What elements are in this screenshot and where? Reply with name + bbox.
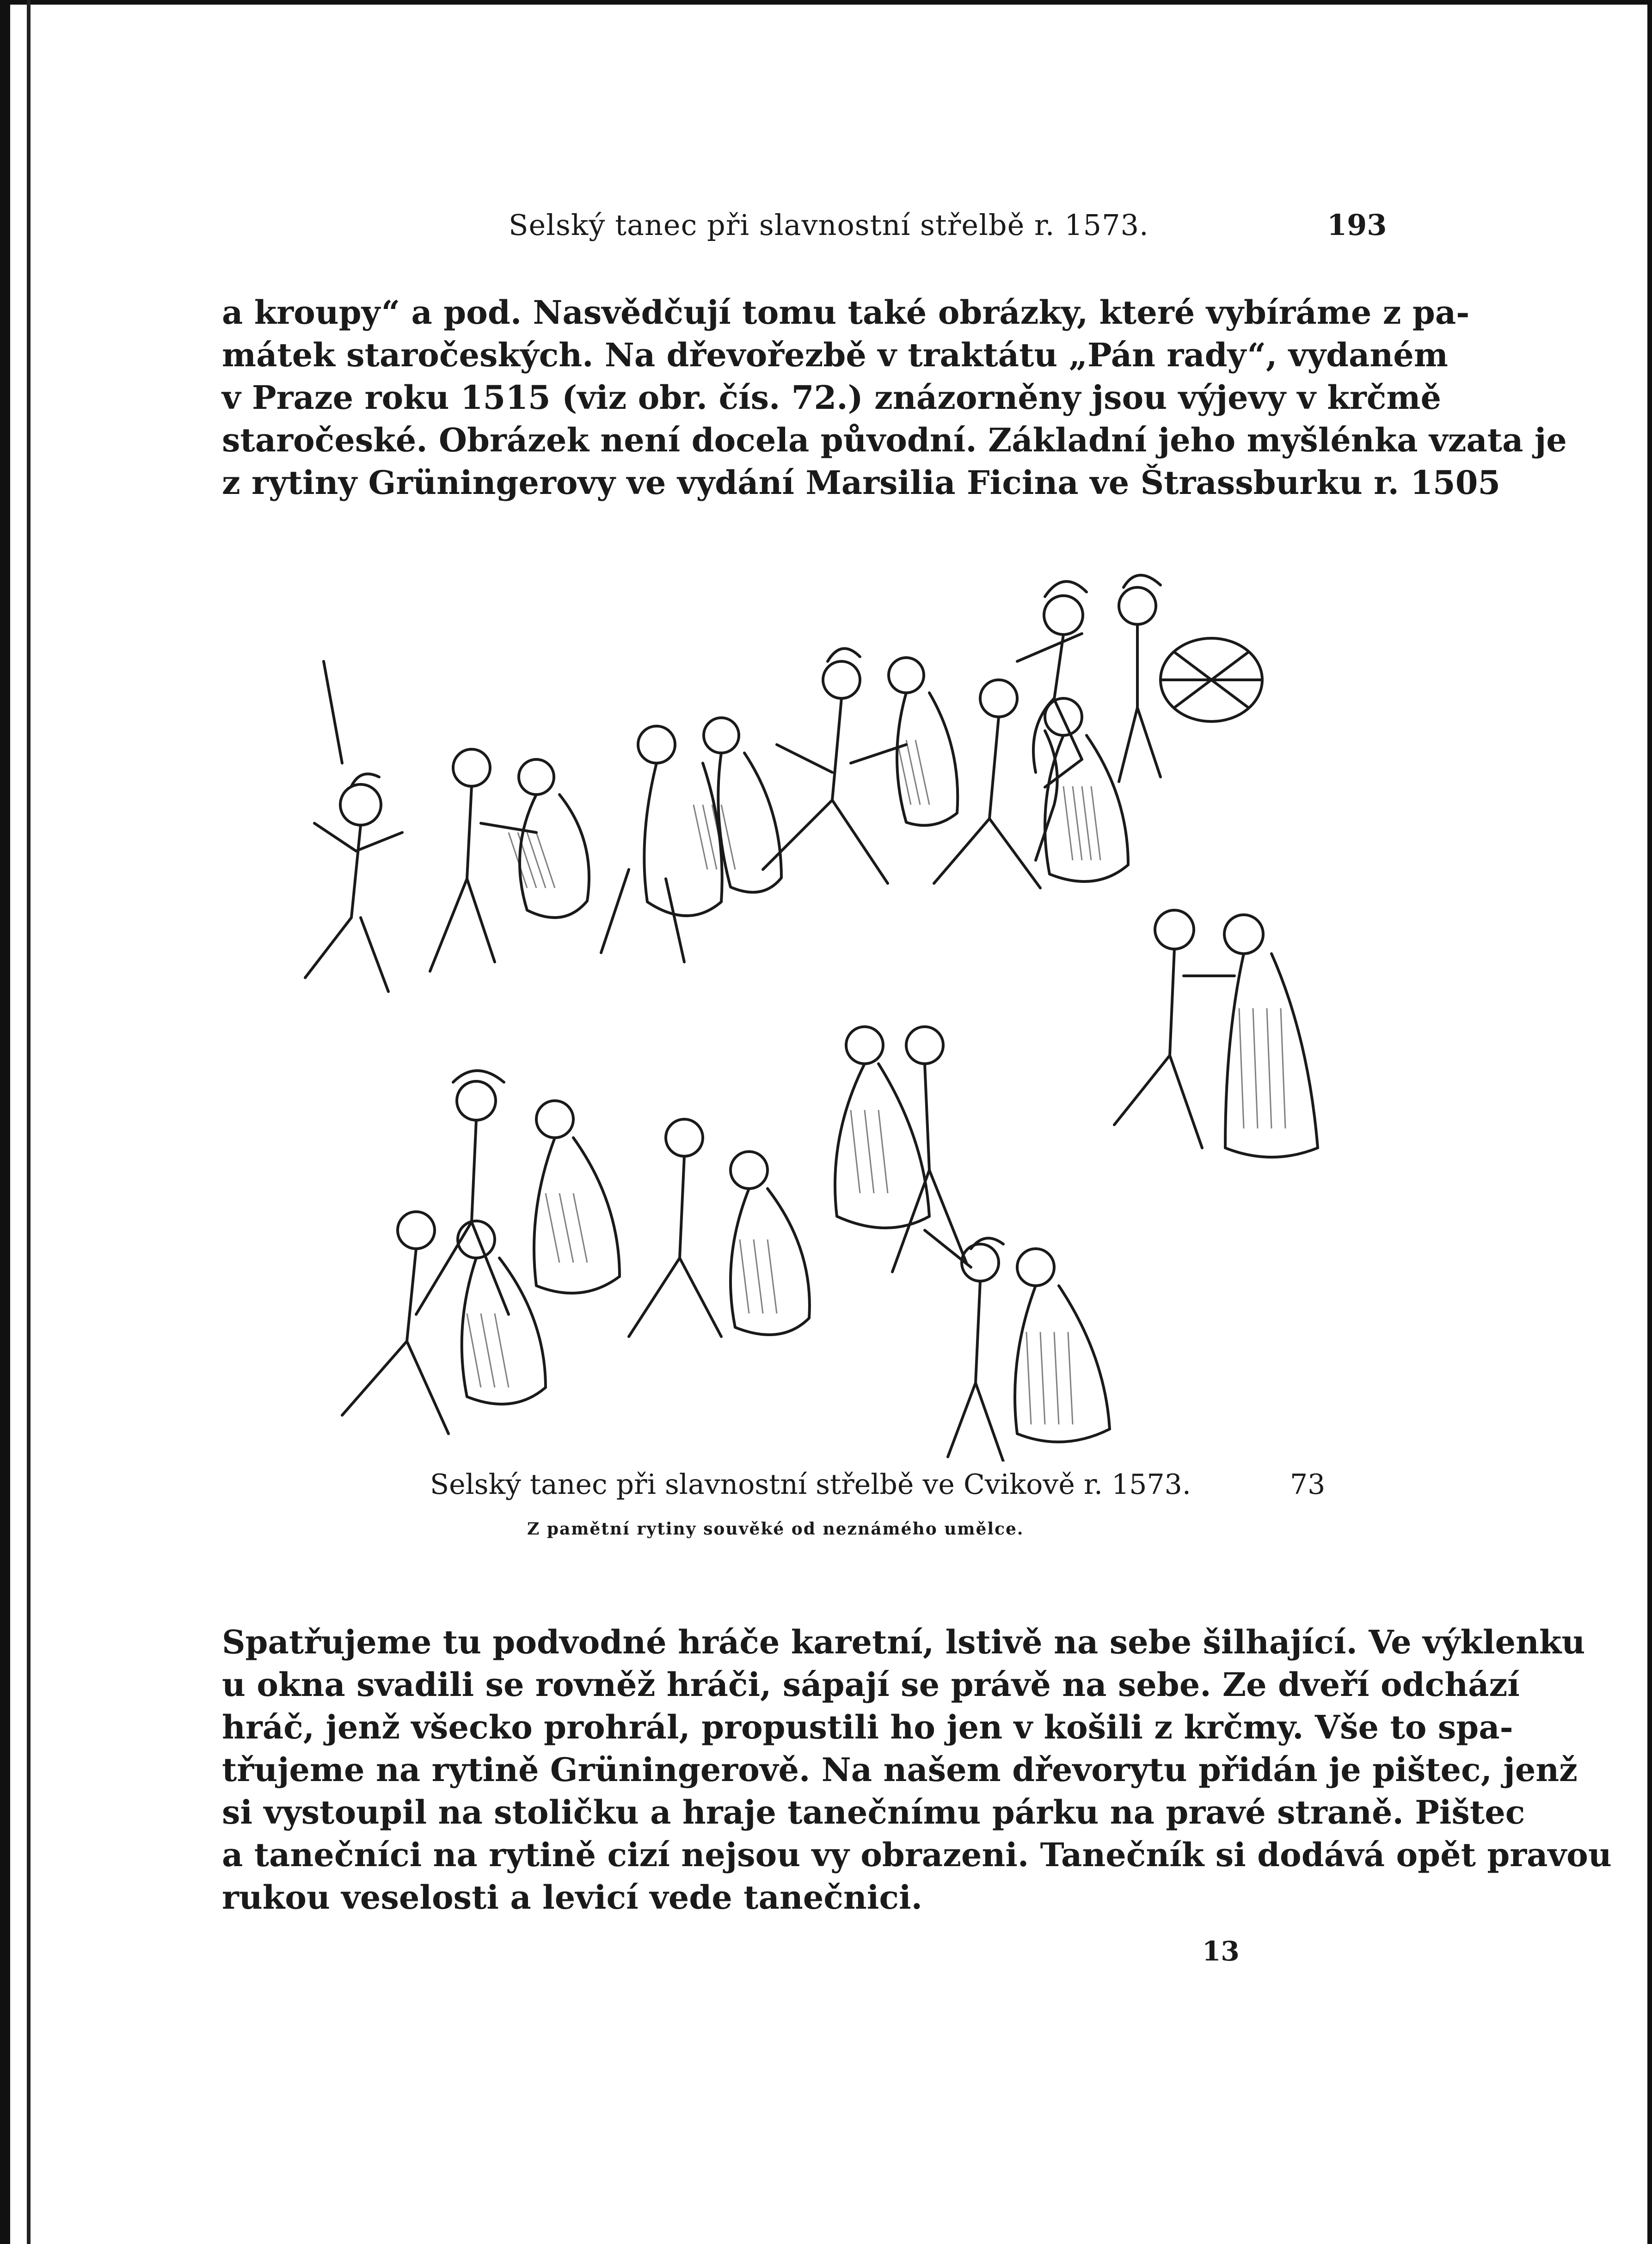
text-line: hráč, jenž všecko prohrál, propustili ho jen v košili z krčmy. Vše to spa- <box>222 1708 1513 1746</box>
text-line: mátek staročeských. Na dřevořezbě v traktátu „Pán rady“, vydaném <box>222 336 1448 374</box>
woodcut-illustration <box>277 546 1350 1461</box>
text-line: z rytiny Grüningerovy ve vydání Marsilia Ficina ve Štrassburku r. 1505 <box>222 463 1501 502</box>
text-line: staročeské. Obrázek není docela původní. Základní jeho myšlénka vzata je <box>222 421 1567 459</box>
dancer-pair-bottom-left-figure <box>342 1212 546 1434</box>
text-line: a tanečníci na rytině cizí nejsou vy obrazeni. Tanečník si dodává opět pravou <box>222 1836 1612 1874</box>
musician-drummer-figure <box>1119 575 1262 782</box>
dancer-pair-upper-center-figure <box>763 648 958 883</box>
text-line: si vystoupil na stoličku a hraje tanečnímu párku na pravé straně. Pištec <box>222 1793 1525 1831</box>
scan-border-right <box>1647 0 1652 2244</box>
scan-border-top <box>0 0 1652 5</box>
dancer-pair-lower-center-figure <box>629 1119 810 1337</box>
dancer-pair-right-figure <box>1114 910 1318 1157</box>
signature-mark: 13 <box>1202 1936 1240 1967</box>
page-number: 193 <box>1327 208 1387 242</box>
scan-border-left-inner <box>27 0 31 2244</box>
figure-number: 73 <box>1290 1468 1326 1501</box>
paragraph-2 <box>222 1621 1612 1919</box>
figure-credit: Z pamětní rytiny souvěké od neznámého umělce. <box>527 1519 1024 1539</box>
figure-caption: Selský tanec při slavnostní střelbě ve Cvikově r. 1573. <box>430 1468 1191 1501</box>
text-line: u okna svadili se rovněž hráči, sápají se právě na sebe. Ze dveří odchází <box>222 1665 1520 1704</box>
text-line: třujeme na rytině Grüningerově. Na našem dřevorytu přidán je pištec, jenž <box>222 1751 1578 1789</box>
text-line: rukou veselosti a levicí vede tanečnici. <box>222 1878 922 1917</box>
text-line: v Praze roku 1515 (viz obr. čís. 72.) znázorněny jsou výjevy v krčmě <box>222 378 1442 417</box>
dancer-pair-left-figure <box>430 749 589 971</box>
dancer-pair-upper-right-figure <box>934 680 1128 888</box>
text-line: a kroupy“ a pod. Nasvědčují tomu také obrázky, které vybíráme z pa- <box>222 293 1470 332</box>
dancer-pair-lower-left-figure <box>416 1071 620 1314</box>
paragraph-1 <box>222 291 1567 504</box>
text-line: Spatřujeme tu podvodné hráče karetní, lstivě na sebe šilhající. Ve výklenku <box>222 1623 1585 1661</box>
dancer-pair-center-figure <box>601 718 781 962</box>
dancer-pair-bottom-right-figure <box>925 1230 1110 1461</box>
running-header: Selský tanec při slavnostní střelbě r. 1573. <box>509 208 1149 242</box>
scan-border-left <box>0 0 10 2244</box>
dancer-left-swordsman-figure <box>305 661 402 992</box>
